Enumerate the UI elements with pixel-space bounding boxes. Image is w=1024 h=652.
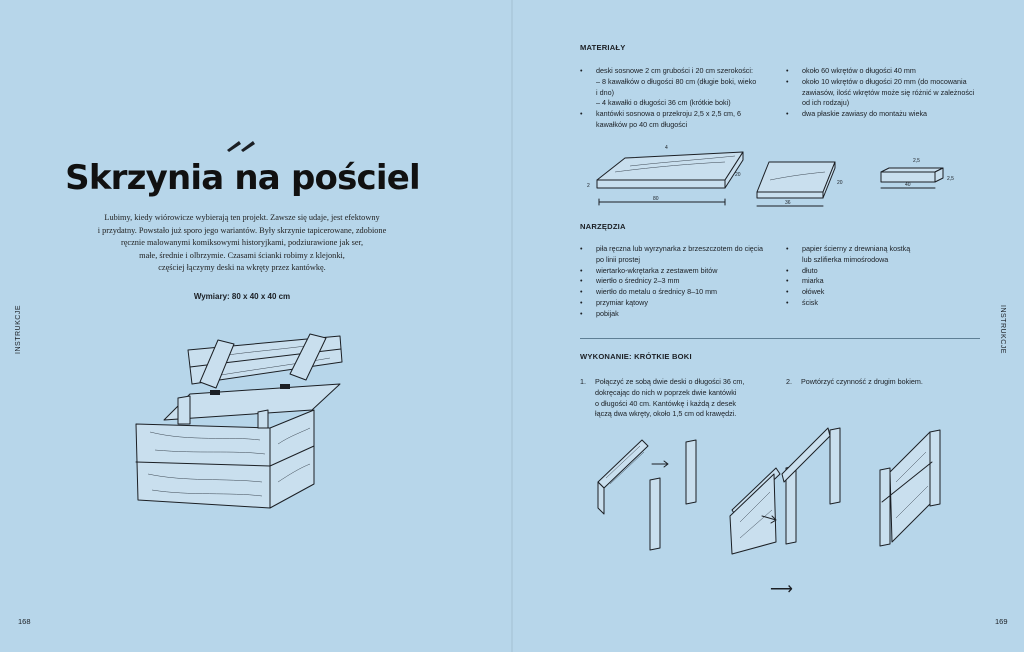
right-side-label: INSTRUKCJE xyxy=(999,305,1006,354)
next-page-arrow-icon[interactable]: ⟶ xyxy=(770,581,793,598)
dimensions-label: Wymiary: 80 x 40 x 40 cm xyxy=(193,292,291,301)
materials-list-right xyxy=(786,66,986,120)
plank1-thick-label: 2 xyxy=(587,183,590,189)
list-item: i dno) xyxy=(596,87,614,97)
page-title: Skrzynia na pościel xyxy=(65,158,420,198)
plank1-side-label: 20 xyxy=(735,172,741,178)
step-2 xyxy=(786,377,986,391)
plank2-side-label: 20 xyxy=(837,180,843,186)
step-1 xyxy=(580,377,780,427)
step-number: 1. xyxy=(580,377,586,386)
intro-paragraph xyxy=(62,212,422,275)
list-item: kawałków po 40 cm długości xyxy=(596,119,688,129)
intro-line: częściej łączymy deski na wkręty przez kantówkę. xyxy=(158,263,326,272)
list-item: – 4 kawałki o długości 36 cm (krótkie boki) xyxy=(596,98,731,108)
batten-side-label: 2,5 xyxy=(947,176,954,182)
list-item: • ołówek xyxy=(786,287,825,297)
list-item: • około 60 wkrętów o długości 40 mm xyxy=(786,66,916,75)
list-item: po linii prostej xyxy=(596,254,640,264)
list-item: • piła ręczna lub wyrzynarka z brzeszczotem do cięcia xyxy=(580,244,763,253)
list-item: • około 10 wkrętów o długości 20 mm (do mocowania xyxy=(786,76,967,86)
list-item: • wiertło o średnicy 2–3 mm xyxy=(580,276,680,286)
assembly-heading: WYKONANIE: KRÓTKIE BOKI xyxy=(580,352,692,361)
list-item: • wiertło do metalu o średnicy 8–10 mm xyxy=(580,287,718,297)
list-item: • dwa płaskie zawiasy do montażu wieka xyxy=(786,109,928,119)
list-item: zawiasów, ilość wkrętów może się różnić w zależności xyxy=(802,87,975,97)
left-page-number: 168 xyxy=(18,617,31,626)
step-number: 2. xyxy=(786,377,792,386)
tools-heading: NARZĘDZIA xyxy=(580,222,626,231)
list-item: • wiertarko-wkrętarka z zestawem bitów xyxy=(580,265,718,275)
assembly-illustration xyxy=(590,422,960,562)
materials-sketch xyxy=(585,140,970,215)
batten-top-label: 2,5 xyxy=(913,158,920,164)
list-item: • dłuto xyxy=(786,265,818,275)
list-item: • przymiar kątowy xyxy=(580,297,648,307)
plank1-length-label: 80 xyxy=(653,196,659,202)
list-item: • kantówki sosnowa o przekroju 2,5 x 2,5 cm, 6 xyxy=(580,109,742,119)
list-item: • papier ścierny z drewnianą kostką xyxy=(786,244,911,253)
materials-heading: MATERIAŁY xyxy=(580,43,626,52)
intro-line: małe, średnie i olbrzymie. Czasami ścianki robimy z klejonki, xyxy=(139,250,345,260)
list-item: • deski sosnowe 2 cm grubości i 20 cm szerokości: xyxy=(580,66,753,75)
list-item: • pobijak xyxy=(580,308,619,318)
plank2-length-label: 36 xyxy=(785,200,791,206)
list-item: – 8 kawałków o długości 80 cm (długie boki, wieko xyxy=(596,76,757,86)
list-item: lub szlifierka mimośrodowa xyxy=(802,254,889,264)
materials-list-left xyxy=(580,66,780,131)
batten-length-label: 40 xyxy=(905,182,911,188)
intro-line: i przydatny. Powstało już sporo jego wariantów. Były skrzynie tapicerowane, zdobione xyxy=(97,225,387,235)
intro-line: Lubimy, kiedy wiórowicze wybierają ten projekt. Zawsze się udaje, jest efektowny xyxy=(104,213,380,222)
list-item: • ścisk xyxy=(786,297,818,307)
page-gutter xyxy=(511,0,513,652)
plank1-top-label: 4 xyxy=(665,145,668,151)
saw-icons xyxy=(225,136,265,154)
section-divider xyxy=(580,338,980,339)
intro-line: ręcznie malowanymi komiksowymi historyjkami, podziurawione jak ser, xyxy=(120,238,364,247)
tools-list-left xyxy=(580,244,785,320)
list-item: • miarka xyxy=(786,276,824,286)
left-side-label: INSTRUKCJE xyxy=(15,305,22,354)
chest-illustration xyxy=(130,332,360,522)
step-text: Powtórzyć czynność z drugim bokiem. xyxy=(801,377,923,386)
list-item: od ich rodzaju) xyxy=(802,98,850,108)
right-page-number: 169 xyxy=(995,617,1008,626)
tools-list-right xyxy=(786,244,986,309)
step-text: Połączyć ze sobą dwie deski o długości 36 cm, dokręcając do nich w poprzek dwie kantówki o długości 40 cm. Kantówkę i każdą z desek łączą dwa wkręty, około 1,5 cm od krawędzi. xyxy=(595,377,745,419)
